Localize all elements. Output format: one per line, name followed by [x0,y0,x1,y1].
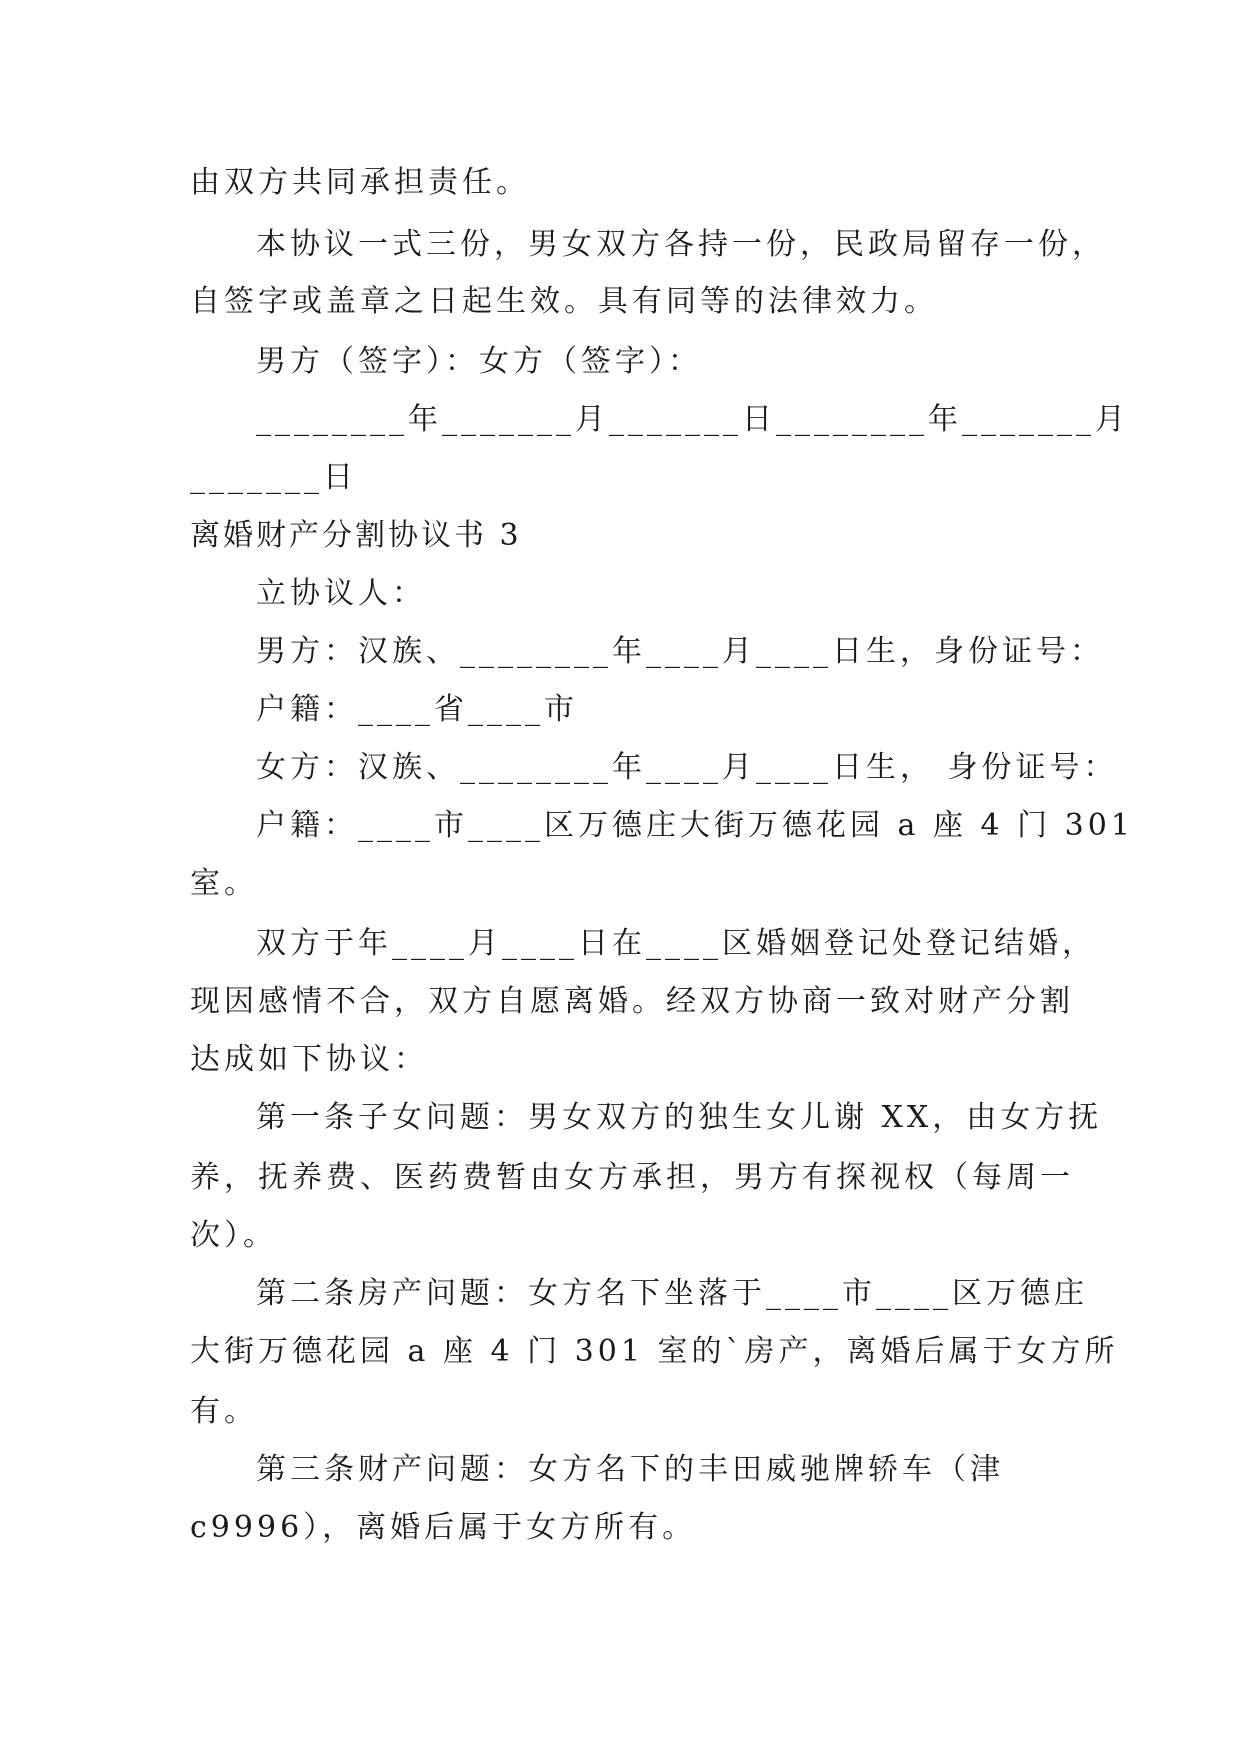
text-line: 户籍：____省____市 [256,692,578,727]
date-line: _______日 [190,460,357,495]
text-line: 第三条财产问题：女方名下的丰田威驰牌轿车（津 [256,1452,1004,1487]
text-line: 第二条房产问题：女方名下坐落于____市____区万德庄 [256,1276,1088,1311]
text-line: 双方于年____月____日在____区婚姻登记处登记结婚， [256,926,1096,961]
date-line: ________年_______月_______日________年_______月 [256,402,1129,437]
text-line: 立协议人： [256,576,426,611]
text-line: 自签字或盖章之日起生效。具有同等的法律效力。 [190,284,938,319]
text-line: 达成如下协议： [190,1042,428,1077]
text-line: 第一条子女问题：男女双方的独生女儿谢 XX，由女方抚 [256,1100,1103,1135]
text-line: 户籍：____市____区万德庄大街万德花园 a 座 4 门 301 [256,808,1134,843]
text-line: 现因感情不合，双方自愿离婚。经双方协商一致对财产分割 [190,984,1074,1019]
text-line: 男方：汉族、________年____月____日生，身份证号： [256,634,1104,669]
section-heading: 离婚财产分割协议书 3 [190,518,522,553]
signature-line: 男方（签字）：女方（签字）： [256,344,702,379]
text-line: 室。 [190,866,258,901]
text-line: 由双方共同承担责任。 [190,165,530,200]
text-line: 次）。 [190,1218,277,1253]
text-line: 本协议一式三份，男女双方各持一份，民政局留存一份， [256,227,1106,262]
text-line: 大街万德花园 a 座 4 门 301 室的`房产，离婚后属于女方所 [190,1334,1119,1369]
text-line: 女方：汉族、________年____月____日生， 身份证号： [256,750,1118,785]
text-line: c9996），离婚后属于女方所有。 [190,1510,697,1545]
text-line: 有。 [190,1394,258,1429]
text-line: 养，抚养费、医药费暂由女方承担，男方有探视权（每周一 [190,1160,1074,1195]
